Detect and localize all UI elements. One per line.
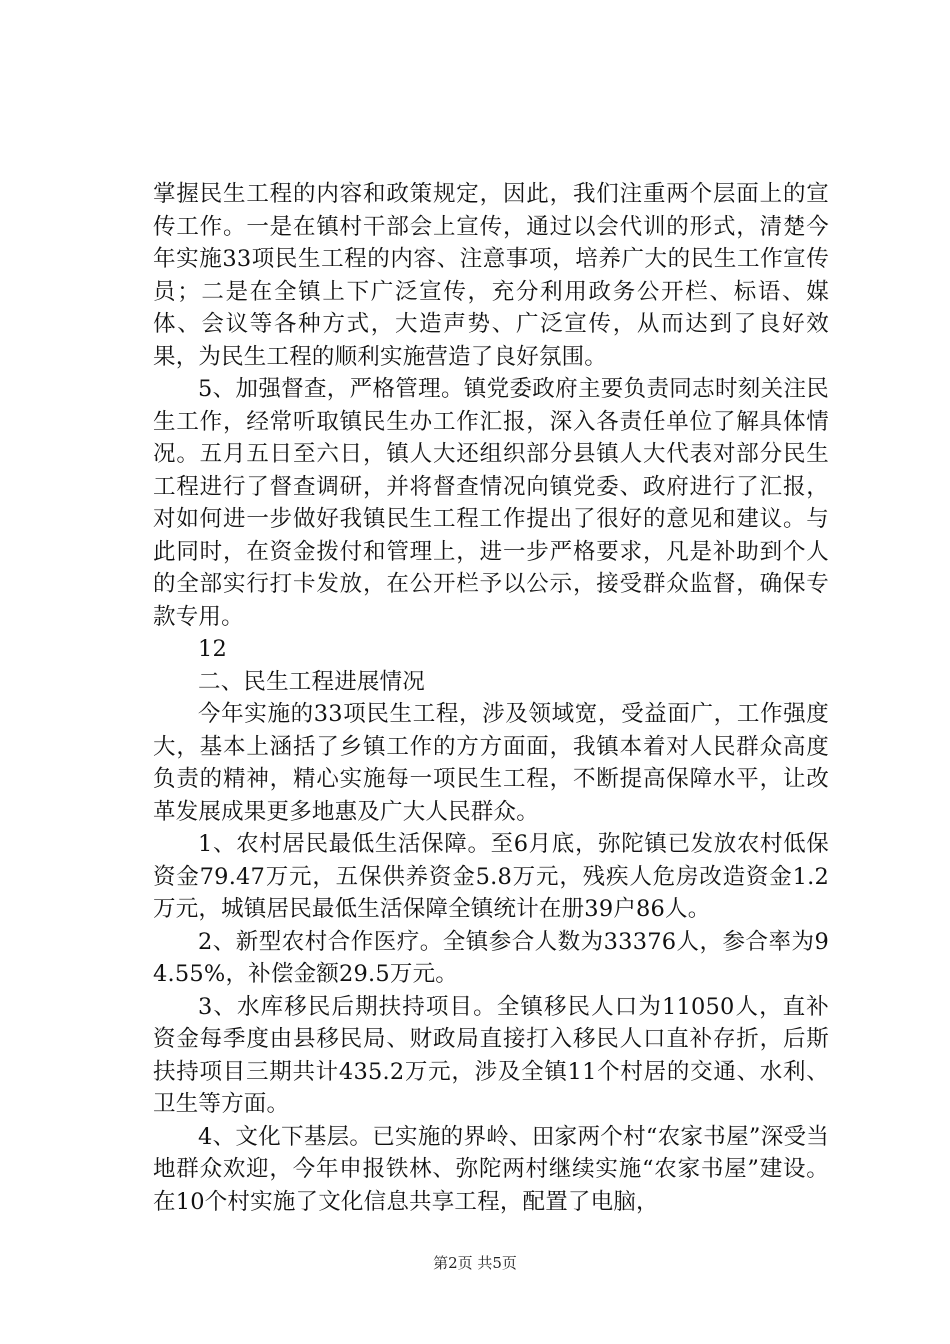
paragraph-progress-intro: 今年实施的33项民生工程，涉及领域宽，受益面广，工作强度大，基本上涵括了乡镇工作的方方面面，我镇本着对人民群众高度负责的精神，精心实施每一项民生工程，不断提高保障水平，让改革发展成果更多地惠及广大人民群众。 bbox=[153, 701, 829, 825]
paragraph-rural-cooperative-medical: 2、新型农村合作医疗。全镇参合人数为33376人，参合率为94.55%，补偿金额29.5万元。 bbox=[153, 928, 829, 987]
document-body bbox=[153, 178, 829, 1218]
paragraph-supervision: 5、加强督查，严格管理。镇党委政府主要负责同志时刻关注民生工作，经常听取镇民生办工作汇报，深入各责任单位了解具体情况。五月五日至六日，镇人大还组织部分县镇人大代表对部分民生工程进行了督查调研，并将督查情况向镇党委、政府进行了汇报，对如何进一步做好我镇民生工程工作提出了很好的意见和建议。与此同时，在资金拨付和管理上，进一步严格要求，凡是补助到个人的全部实行打卡发放，在公开栏予以公示，接受群众监督，确保专款专用。 bbox=[153, 376, 829, 630]
paragraph-culture-to-grassroots: 4、文化下基层。已实施的界岭、田家两个村“农家书屋”深受当地群众欢迎，今年申报铁林、弥陀两村继续实施“农家书屋”建设。在10个村实施了文化信息共享工程，配置了电脑， bbox=[153, 1123, 829, 1215]
section-heading-progress: 二、民生工程进展情况 bbox=[198, 668, 426, 695]
paragraph-minimum-living-security: 1、农村居民最低生活保障。至6月底，弥陀镇已发放农村低保资金79.47万元，五保供养资金5.8万元，残疾人危房改造资金1.2万元，城镇居民最低生活保障全镇统计在册39户86人。 bbox=[153, 831, 829, 922]
paragraph-number-marker: 12 bbox=[198, 636, 228, 662]
paragraph-reservoir-migrant-support: 3、水库移民后期扶持项目。全镇移民人口为11050人，直补资金每季度由县移民局、财政局直接打入移民人口直补存折，后斯扶持项目三期共计435.2万元，涉及全镇11个村居的交通、水利、卫生等方面。 bbox=[153, 993, 829, 1117]
paragraph-publicity-continued: 掌握民生工程的内容和政策规定，因此，我们注重两个层面上的宣传工作。一是在镇村干部会上宣传，通过以会代训的形式，清楚今年实施33项民生工程的内容、注意事项，培养广大的民生工作宣传员；二是在全镇上下广泛宣传，充分利用政务公开栏、标语、媒体、会议等各种方式，大造声势、广泛宣传，从而达到了良好效果，为民生工程的顺利实施营造了良好氛围。 bbox=[153, 181, 829, 370]
page-number-footer: 第2页 共5页 bbox=[433, 1254, 517, 1272]
